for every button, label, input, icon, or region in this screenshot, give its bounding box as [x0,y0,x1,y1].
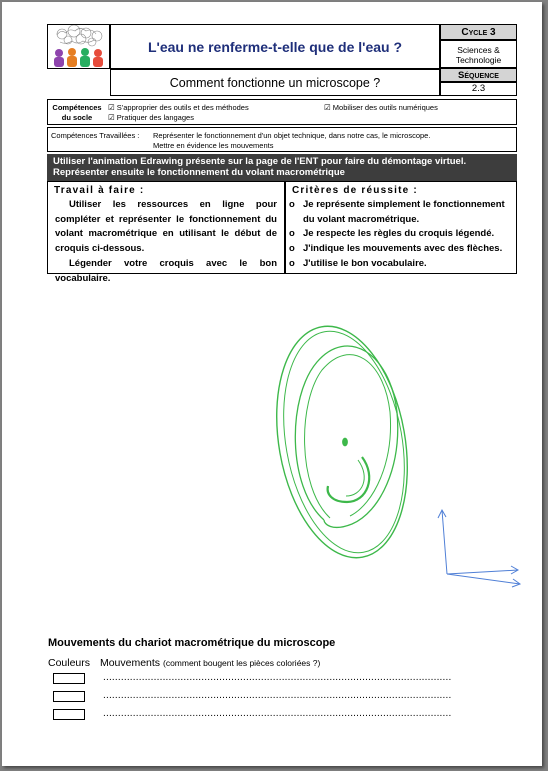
macrometric-wheel-sketch [262,312,532,592]
movement-line-1[interactable]: ..................................................................................................................... [103,672,452,683]
task-paragraph-1 [48,198,284,257]
axis-vertical [442,510,447,574]
cycle-text: Cycle 3 [461,27,496,38]
competence-item-2: ☑ Pratiquer des langages [108,113,194,122]
spiral-inner-curl-edge [346,460,364,496]
col-movements-header: Mouvements [99,657,161,669]
movements-title: Mouvements du chariot macrométrique du microscope [48,637,336,649]
logo-box [47,24,110,69]
spiral-inner-curl [328,457,370,502]
criteria-list [286,198,516,272]
competence-item-1: ☑ S'approprier des outils et des méthodes [108,103,249,112]
wheel-axle-hole [343,438,348,446]
competence-item-3: ☑ Mobiliser des outils numériques [324,103,438,112]
worksheet-page [2,2,542,766]
instruction-line-2: Représenter ensuite le fonctionnement du volant macrométrique [53,167,345,178]
criteria-item-text: Je représente simplement le fonctionnement du volant macrométrique. [303,199,505,225]
col-colors-header: Couleurs [48,657,91,669]
movement-line-2[interactable]: ..................................................................................................................... [103,690,452,701]
competences-socle-box [47,99,517,125]
document-subtitle-text: Comment fonctionne un microscope ? [169,76,381,90]
subject-box [440,40,517,68]
criteria-item [289,198,512,227]
criteria-heading: Critères de réussite : [292,185,418,196]
color-box-1[interactable] [53,673,85,684]
movements-header [48,657,320,669]
instruction-band [47,154,517,181]
criteria-item [289,227,512,242]
criteria-bullet: o [289,199,295,210]
competences-socle-label [48,103,106,122]
thinking-people-logo [48,25,109,68]
criteria-item [289,257,512,272]
spiral-groove [295,346,397,527]
sequence-label-box [440,68,517,82]
competences-socle-label-line2: du socle [61,112,93,122]
task-paragraph-2 [48,257,284,286]
instruction-line-1: Utiliser l'animation Edrawing présente sur la page de l'ENT pour faire du démontage virtuel. [53,156,467,167]
task-heading: Travail à faire : [54,185,145,196]
document-title-text: L'eau ne renferme-t-elle que de l'eau ? [147,39,403,55]
subject-text: Sciences & Technologie [455,45,502,65]
task-paragraph-1-text: Utiliser les ressources en ligne pour compléter et représenter le fonctionnement du volant macrométrique en utilisant le début de croquis ci-dessous. [55,199,277,255]
axis-diagonal [447,574,520,584]
col-hint: (comment bougent les pièces coloriées ?) [162,658,321,668]
sequence-label: Séquence [458,70,499,81]
movement-line-3[interactable]: ..................................................................................................................... [103,708,452,719]
competences-travaillees-label: Compétences Travaillées : [51,131,140,140]
competences-travaillees-box [47,127,517,152]
criteria-bullet: o [289,257,295,269]
competence-travaillee-2: Mettre en évidence les mouvements [153,141,274,150]
competences-socle-label-line1: Compétences [52,103,102,112]
spiral-groove-inner [305,355,391,518]
criteria-item-text: Je respecte les règles du croquis légendé. [303,228,495,240]
sequence-value: 2.3 [471,83,486,94]
criteria-bullet: o [289,243,295,255]
axis-horizontal [447,570,518,574]
document-title [110,24,440,69]
criteria-item-text: J'indique les mouvements avec des flèches. [303,243,503,255]
competence-travaillee-1: Représenter le fonctionnement d'un objet technique, dans notre cas, le microscope. [153,131,431,140]
criteria-item-text: J'utilise le bon vocabulaire. [303,257,427,269]
cycle-badge [440,24,517,40]
sequence-value-box [440,82,517,96]
criteria-item [289,242,512,257]
color-box-3[interactable] [53,709,85,720]
task-box [47,181,285,284]
task-paragraph-2-text: Légender votre croquis avec le bon vocabulaire. [55,257,277,284]
criteria-box [285,181,517,274]
document-subtitle [110,69,440,96]
criteria-bullet: o [289,228,295,240]
color-box-2[interactable] [53,691,85,702]
